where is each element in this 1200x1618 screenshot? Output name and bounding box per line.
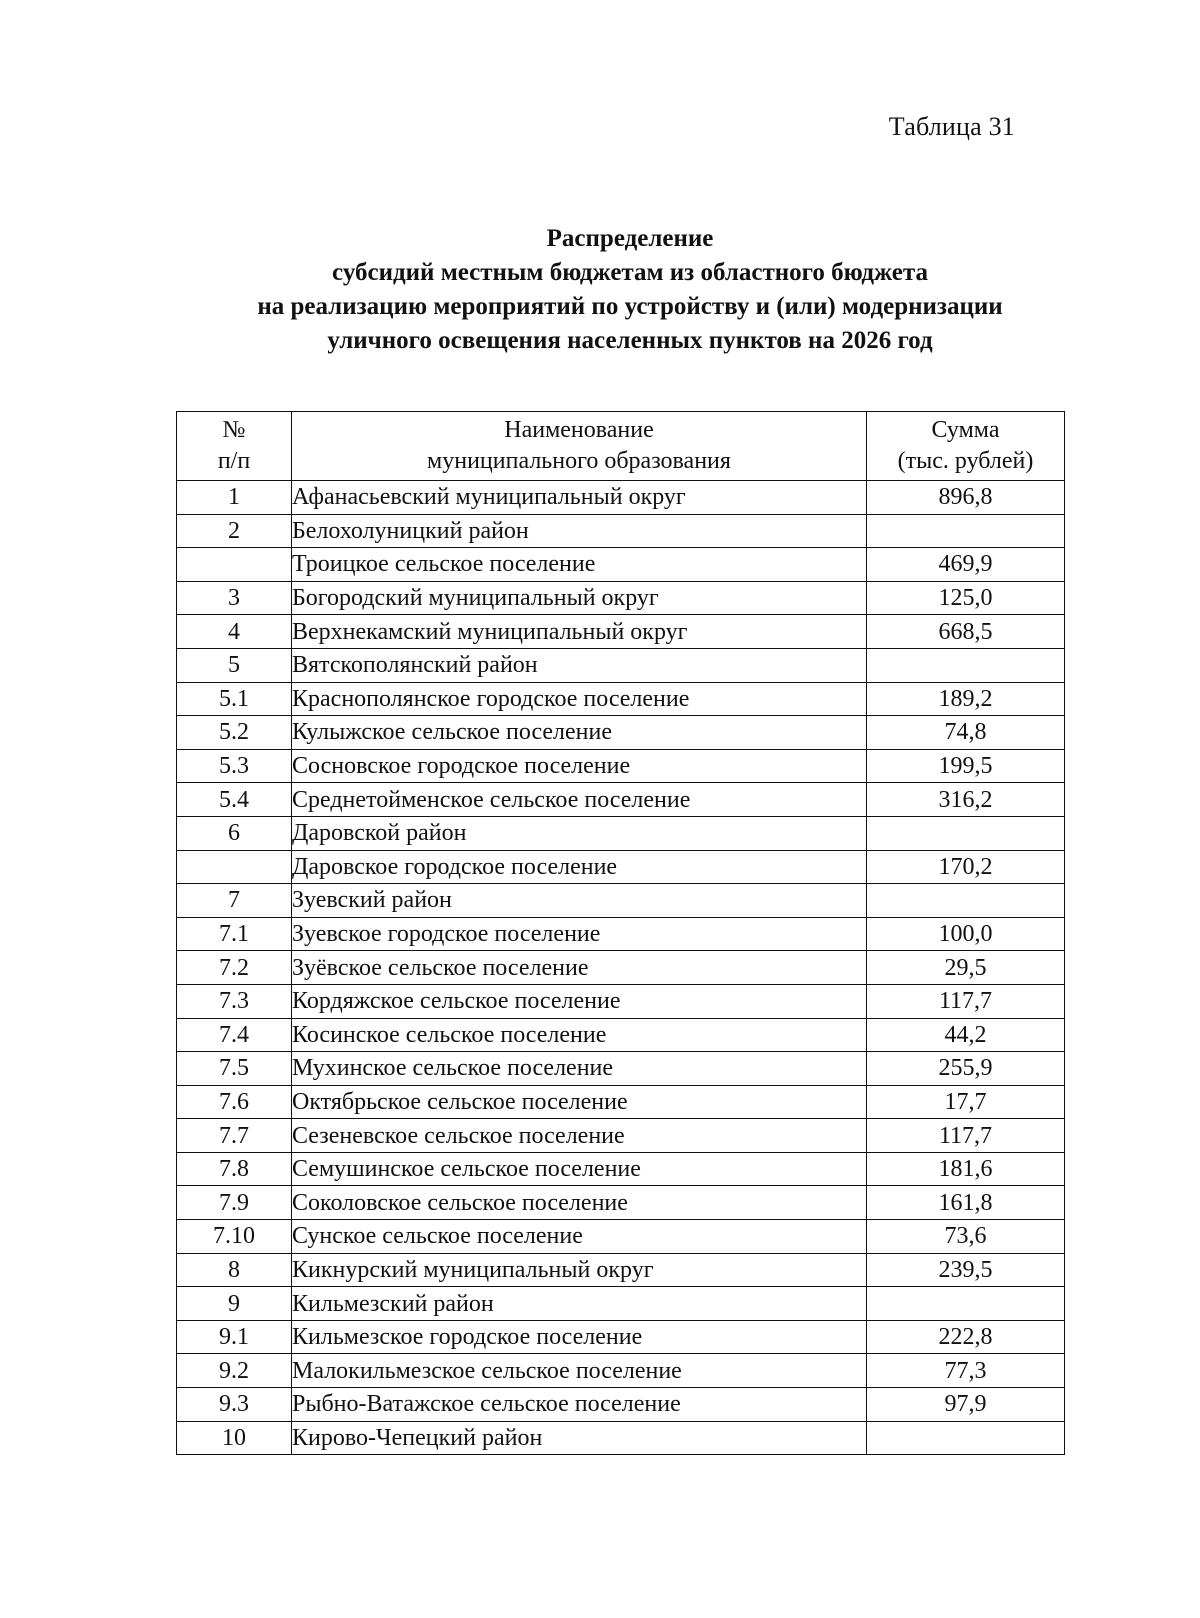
document-title (0, 222, 1200, 358)
municipality-name-cell: Богородский муниципальный округ (292, 581, 867, 615)
table-row (177, 548, 1065, 582)
amount-cell: 117,7 (867, 1119, 1065, 1153)
amount-cell: 117,7 (867, 984, 1065, 1018)
subsidy-table (176, 411, 1065, 1455)
municipality-name-cell: Белохолуницкий район (292, 514, 867, 548)
municipality-name-cell: Краснополянское городское поселение (292, 682, 867, 716)
row-number-cell: 5.3 (177, 749, 292, 783)
municipality-name-cell: Октябрьское сельское поселение (292, 1085, 867, 1119)
title-line-1: Распределение (546, 225, 714, 252)
municipality-name-cell: Троицкое сельское поселение (292, 548, 867, 582)
table-row (177, 1320, 1065, 1354)
amount-cell (867, 514, 1065, 548)
amount-cell: 170,2 (867, 850, 1065, 884)
table-number: Таблица 31 (888, 112, 1015, 141)
table-header-row (177, 412, 1065, 481)
table-row (177, 1152, 1065, 1186)
row-number-cell: 8 (177, 1253, 292, 1287)
title-line-3: на реализацию мероприятий по устройству и (или) модернизации (257, 293, 1003, 320)
header-sum-line-1: Сумма (931, 417, 1000, 443)
municipality-name-cell: Среднетойменское сельское поселение (292, 783, 867, 817)
table-row (177, 1287, 1065, 1321)
row-number-cell: 7.3 (177, 984, 292, 1018)
row-number-cell: 1 (177, 481, 292, 515)
table-row (177, 1388, 1065, 1422)
row-number-cell (177, 548, 292, 582)
amount-cell (867, 816, 1065, 850)
table-row (177, 1253, 1065, 1287)
municipality-name-cell: Сунское сельское поселение (292, 1220, 867, 1254)
table-row (177, 648, 1065, 682)
amount-cell (867, 884, 1065, 918)
row-number-cell: 7.2 (177, 951, 292, 985)
table-row (177, 1354, 1065, 1388)
table-row (177, 1119, 1065, 1153)
municipality-name-cell: Кирово-Чепецкий район (292, 1421, 867, 1455)
row-number-cell: 9.3 (177, 1388, 292, 1422)
municipality-name-cell: Верхнекамский муниципальный округ (292, 615, 867, 649)
table-row (177, 951, 1065, 985)
amount-cell: 199,5 (867, 749, 1065, 783)
municipality-name-cell: Кильмезское городское поселение (292, 1320, 867, 1354)
row-number-cell: 7.4 (177, 1018, 292, 1052)
municipality-name-cell: Сезеневское сельское поселение (292, 1119, 867, 1153)
header-sum (867, 412, 1065, 481)
amount-cell: 189,2 (867, 682, 1065, 716)
amount-cell: 100,0 (867, 917, 1065, 951)
table-row (177, 984, 1065, 1018)
table-row (177, 716, 1065, 750)
municipality-name-cell: Рыбно-Ватажское сельское поселение (292, 1388, 867, 1422)
amount-cell: 316,2 (867, 783, 1065, 817)
row-number-cell: 7.10 (177, 1220, 292, 1254)
header-name-line-1: Наименование (504, 417, 654, 443)
municipality-name-cell: Семушинское сельское поселение (292, 1152, 867, 1186)
municipality-name-cell: Даровское городское поселение (292, 850, 867, 884)
row-number-cell: 9.2 (177, 1354, 292, 1388)
table-row (177, 481, 1065, 515)
municipality-name-cell: Зуёвское сельское поселение (292, 951, 867, 985)
row-number-cell: 7 (177, 884, 292, 918)
row-number-cell: 7.6 (177, 1085, 292, 1119)
amount-cell: 222,8 (867, 1320, 1065, 1354)
row-number-cell: 6 (177, 816, 292, 850)
amount-cell: 17,7 (867, 1085, 1065, 1119)
row-number-cell: 7.1 (177, 917, 292, 951)
row-number-cell: 4 (177, 615, 292, 649)
amount-cell: 181,6 (867, 1152, 1065, 1186)
municipality-name-cell: Вятскополянский район (292, 648, 867, 682)
municipality-name-cell: Мухинское сельское поселение (292, 1052, 867, 1086)
table-body (177, 481, 1065, 1455)
header-num-line-1: № (222, 417, 246, 443)
row-number-cell: 2 (177, 514, 292, 548)
table-row (177, 581, 1065, 615)
table-row (177, 749, 1065, 783)
table-row (177, 514, 1065, 548)
municipality-name-cell: Кильмезский район (292, 1287, 867, 1321)
header-num-line-2: п/п (217, 448, 251, 474)
table-row (177, 615, 1065, 649)
table-row (177, 1085, 1065, 1119)
header-name (292, 412, 867, 481)
row-number-cell: 7.9 (177, 1186, 292, 1220)
amount-cell: 668,5 (867, 615, 1065, 649)
table-row (177, 1018, 1065, 1052)
amount-cell (867, 648, 1065, 682)
header-sum-line-2: (тыс. рублей) (897, 448, 1034, 474)
table-row (177, 783, 1065, 817)
amount-cell: 239,5 (867, 1253, 1065, 1287)
table-row (177, 884, 1065, 918)
municipality-name-cell: Афанасьевский муниципальный округ (292, 481, 867, 515)
amount-cell (867, 1287, 1065, 1321)
row-number-cell: 5.1 (177, 682, 292, 716)
table-row (177, 1186, 1065, 1220)
municipality-name-cell: Малокильмезское сельское поселение (292, 1354, 867, 1388)
municipality-name-cell: Соколовское сельское поселение (292, 1186, 867, 1220)
header-num (177, 412, 292, 481)
table-row (177, 682, 1065, 716)
row-number-cell: 5.4 (177, 783, 292, 817)
row-number-cell: 9.1 (177, 1320, 292, 1354)
row-number-cell (177, 850, 292, 884)
title-line-4: уличного освещения населенных пунктов на 2026 год (327, 327, 933, 354)
header-name-line-2: муниципального образования (427, 448, 731, 474)
municipality-name-cell: Кордяжское сельское поселение (292, 984, 867, 1018)
municipality-name-cell: Косинское сельское поселение (292, 1018, 867, 1052)
table-row (177, 917, 1065, 951)
amount-cell: 73,6 (867, 1220, 1065, 1254)
table-row (177, 816, 1065, 850)
row-number-cell: 9 (177, 1287, 292, 1321)
row-number-cell: 3 (177, 581, 292, 615)
municipality-name-cell: Зуевское городское поселение (292, 917, 867, 951)
table-row (177, 1220, 1065, 1254)
table-row (177, 850, 1065, 884)
row-number-cell: 10 (177, 1421, 292, 1455)
row-number-cell: 7.7 (177, 1119, 292, 1153)
amount-cell: 161,8 (867, 1186, 1065, 1220)
amount-cell: 44,2 (867, 1018, 1065, 1052)
municipality-name-cell: Даровской район (292, 816, 867, 850)
amount-cell: 469,9 (867, 548, 1065, 582)
municipality-name-cell: Кикнурский муниципальный округ (292, 1253, 867, 1287)
table-row (177, 1421, 1065, 1455)
amount-cell: 74,8 (867, 716, 1065, 750)
municipality-name-cell: Сосновское городское поселение (292, 749, 867, 783)
amount-cell: 255,9 (867, 1052, 1065, 1086)
title-line-2: субсидий местным бюджетам из областного бюджета (332, 259, 928, 286)
row-number-cell: 7.8 (177, 1152, 292, 1186)
amount-cell: 97,9 (867, 1388, 1065, 1422)
amount-cell: 29,5 (867, 951, 1065, 985)
amount-cell: 896,8 (867, 481, 1065, 515)
row-number-cell: 5.2 (177, 716, 292, 750)
amount-cell (867, 1421, 1065, 1455)
row-number-cell: 5 (177, 648, 292, 682)
amount-cell: 125,0 (867, 581, 1065, 615)
row-number-cell: 7.5 (177, 1052, 292, 1086)
amount-cell: 77,3 (867, 1354, 1065, 1388)
municipality-name-cell: Кулыжское сельское поселение (292, 716, 867, 750)
table-row (177, 1052, 1065, 1086)
municipality-name-cell: Зуевский район (292, 884, 867, 918)
